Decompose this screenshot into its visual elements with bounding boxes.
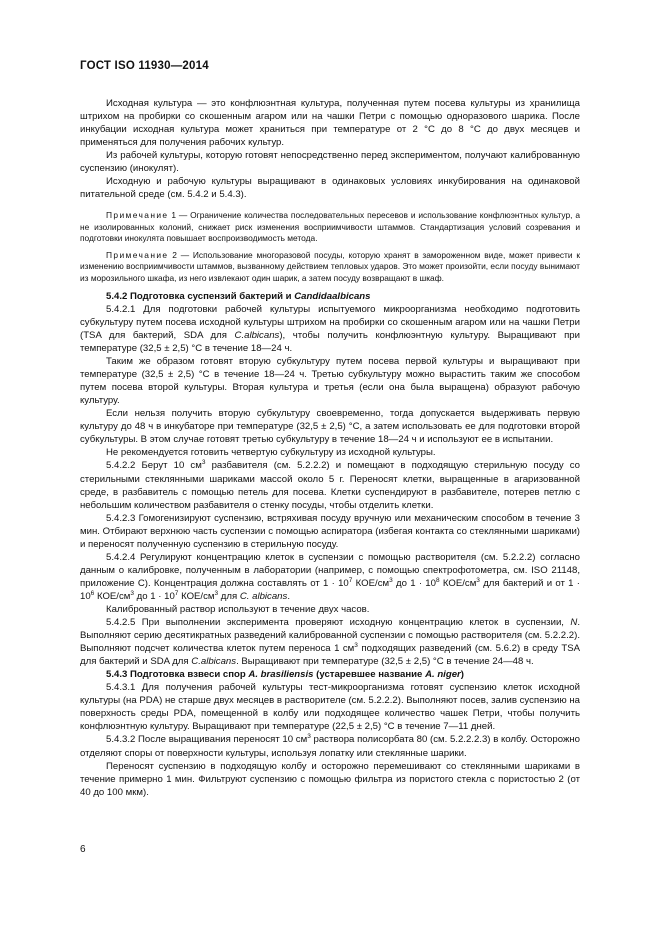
paragraph-5-4-3-1: 5.4.3.1 Для получения рабочей культуры тест-микроорганизма готовят суспензию клеток исходной культуры (на PDA) не старше двух месяцев в растворителе (см. 5.2.2.2). Выполняют посев, залив суспензию на поверхность среды PDA, помещенной в колбу или подходящее количество чашек Петри, чтобы получить конфлюэнтную культуру. Выращивают при температуре (22,5 ± 2,5) °С в течение 7—11 дней.: [80, 682, 580, 733]
page-number: 6: [80, 844, 86, 855]
cube-superscript: 3: [389, 576, 393, 584]
note-1-label: Примечание: [106, 210, 169, 221]
p5425-part-d: . Выращивают при температуре (32,5 ± 2,5) °С в течение 24—48 ч.: [236, 656, 534, 668]
paragraph-5-4-2-5: [80, 616, 580, 668]
cube-superscript: 3: [307, 733, 311, 741]
heading-5-4-2-text: 5.4.2 Подготовка суспензий бактерий и: [106, 290, 295, 302]
note-2: [80, 250, 580, 284]
p5424-part-g: до 1 · 10: [134, 590, 175, 602]
intro-paragraph-1: Исходная культура — это конфлюэнтная культура, полученная путем посева культуры из хранилища штрихом на пробирки со скошенным агаром или на чашки Петри с помощью одноразового шарика. После инкубации исходная культура может храниться при температуре от 2 °С до 8 °С до двух месяцев и применяться для получения рабочих культур.: [80, 98, 580, 149]
cube-superscript: 3: [214, 589, 219, 597]
p5421-organism: C.albicans: [234, 330, 280, 342]
p5425-symbol-n: N: [570, 617, 578, 629]
p5422-part-b: разбавителя (см. 5.2.2.2) и помещают в подходящую стерильную посуду со стерильными стеклянными шариками массой около 5 г. Переносят клетки, выращенные в агаризованной среде, в разбавитель с помощью петель для посева. Клетки суспендируют в разбавителе, потерев петлю с небольшим количеством разбавителя о стенку посуды, чтобы отделить клетки.: [80, 460, 580, 511]
intro-paragraph-3: Исходную и рабочую культуры выращивают в одинаковых условиях инкубирования на одинаковой питательной среде (см. 5.4.2 и 5.4.3).: [80, 176, 580, 201]
exponent: 7: [174, 589, 179, 597]
p5424-unit: КОЕ/см: [352, 577, 390, 589]
p5421-part-a: 5.4.2.1 Для подготовки рабочей культуры испытуемого микроорганизма необходимо подготовить субкультуру путем посева исходной культуры штрихом на пробирки со скошенным агаром или на чашки Петри (TSA для бактерий, SDA для: [80, 303, 580, 342]
paragraph-second-subculture: Таким же образом готовят вторую субкультуру путем посева первой культуры и выращивают при температуре (32,5 ± 2,5) °С в течение 18—24 ч. Третью субкультуру можно вырастить таким же способом путем посева второй культуры. Вторая культура и третья (если она была выращена) образуют рабочую культуру.: [80, 356, 580, 407]
p5425-part-b: . Выполняют серию десятикратных разведений калиброванной суспензии с помощью растворителя (см. 5.2.2.2). Выполняют подсчет количества клеток путем переноса 1 см: [80, 617, 580, 655]
heading-5-4-3-text-b: (устаревшее название: [313, 669, 426, 681]
p5424-part-a: 5.4.2.4 Регулируют концентрацию клеток в суспензии с помощью растворителя (см. 5.2.2.2) согласно данным о калибровке, полученным в лаборатории (например, с помощью спектрофотометра, см. ISO 21148, приложение С). Концентрация должна составлять от 1 · 10: [80, 551, 580, 589]
intro-paragraph-2: Из рабочей культуры, которую готовят непосредственно перед экспериментом, получают калиброванную суспензию (инокулят).: [80, 150, 580, 175]
note-2-label: Примечание: [106, 250, 169, 261]
heading-5-4-3-close: ): [460, 669, 464, 681]
page-header: ГОСТ ISO 11930—2014: [80, 60, 209, 72]
exponent: 6: [90, 589, 95, 597]
p5425-part-c: подходящих разведений (см. 5.6.2) в среду TSA для бактерий и SDA для: [80, 643, 580, 668]
cube-superscript: 3: [201, 459, 206, 467]
heading-5-4-3-organism: A. brasiliensis: [248, 669, 314, 681]
note-1-number: 1 —: [168, 210, 191, 221]
exponent: 8: [435, 576, 440, 584]
paragraph-5-4-2-2: [80, 459, 580, 511]
p5424-part-c: до 1 · 10: [392, 577, 436, 589]
cube-superscript: 3: [476, 576, 480, 584]
paragraph-transfer-suspension: Переносят суспензию в подходящую колбу и осторожно перемешивают со стеклянными шариками в течение примерно 1 мин. Фильтруют суспензию с помощью фильтра из пористого стекла с пористостью 2 (от 40 до 100 мкм).: [80, 760, 580, 798]
cube-superscript: 3: [130, 589, 134, 597]
p5425-part-a: 5.4.2.5 При выполнении эксперимента проверяют исходную концентрацию клеток в суспензии,: [106, 617, 571, 629]
p5424-unit: КОЕ/см: [439, 577, 477, 589]
section-heading-5-4-2: [80, 290, 580, 303]
heading-5-4-3-text: 5.4.3 Подготовка взвеси спор: [106, 669, 249, 681]
paragraph-5-4-2-3: 5.4.2.3 Гомогенизируют суспензию, встряхивая посуду вручную или механическим способом в течение 3 мин. Отбирают верхнюю часть суспензии с помощью аспиратора (избегая контакта со стеклянными шариками) и переносят полученную суспензию в стерильную посуду.: [80, 512, 580, 550]
paragraph-5-4-2-4: [80, 551, 580, 603]
cube-superscript: 3: [354, 641, 358, 649]
exponent: 7: [348, 576, 353, 584]
p5424-unit: КОЕ/см: [178, 590, 215, 602]
note-2-number: 2 —: [168, 250, 193, 261]
page-body: [80, 97, 580, 799]
p5421-part-b: ), чтобы получить конфлюэнтную культуру. Выращивают при температуре (32,5 ± 2,5) °С в течение 18—24 ч.: [80, 330, 580, 355]
p5422-part-a: 5.4.2.2 Берут 10 см: [106, 460, 202, 472]
paragraph-fourth-subculture: Не рекомендуется готовить четвертую субкультуру из исходной культуры.: [106, 447, 436, 459]
p5432-part-a: 5.4.3.2 После выращивания переносят 10 см: [106, 734, 308, 746]
paragraph-5-4-3-2: [80, 733, 580, 759]
note-2-text: Использование многоразовой посуды, которую хранят в замороженном виде, может привести к изменению восприимчивости штаммов, вызванному действием тепловых ударов. Это может произойти, если посуду вынимают из морозильного шкафа, из него извлекают один шарик, а затем посуду возвращают в шкаф.: [80, 250, 581, 283]
p5424-part-e: для бактерий и от 1 · 10: [80, 577, 580, 602]
paragraph-5-4-2-1: [80, 303, 580, 355]
paragraph-late-subculture: Если нельзя получить вторую субкультуру своевременно, тогда допускается выдерживать первую культуру до 48 ч в инкубаторе при температуре (32,5 ± 2,5) °С, а затем использовать ее для подготовки второй субкультуры. В этом случае готовят третью субкультуру в течение 18—24 ч и используют ее в испытании.: [80, 408, 580, 446]
p5424-part-i: для: [218, 590, 240, 602]
paragraph-calibrated-solution: Калиброванный раствор используют в течение двух часов.: [106, 604, 370, 615]
heading-5-4-3-old-name: A. niger: [425, 669, 461, 681]
note-1-text: Ограничение количества последовательных пересевов и использование конфлюэнтных культур, а не изолированных колоний, снижает риск изменения восприимчивости штаммов. Стандартизация условий созревания и подготовки инокулята повышает воспроизводимость метода.: [80, 210, 580, 243]
heading-5-4-2-organism: Candidaalbicans: [294, 290, 371, 302]
p5424-end: .: [287, 590, 290, 602]
p5432-part-b: раствора полисорбата 80 (см. 5.2.2.2.3) в колбу. Осторожно отделяют споры от поверхности культуры, используя лопатку или стеклянные шарики.: [80, 734, 581, 759]
p5424-organism: C. albicans: [239, 590, 288, 602]
p5424-unit: КОЕ/см: [94, 590, 131, 602]
note-1: [80, 210, 580, 244]
p5425-organism: C.albicans: [191, 656, 237, 668]
section-heading-5-4-3: [80, 668, 580, 681]
